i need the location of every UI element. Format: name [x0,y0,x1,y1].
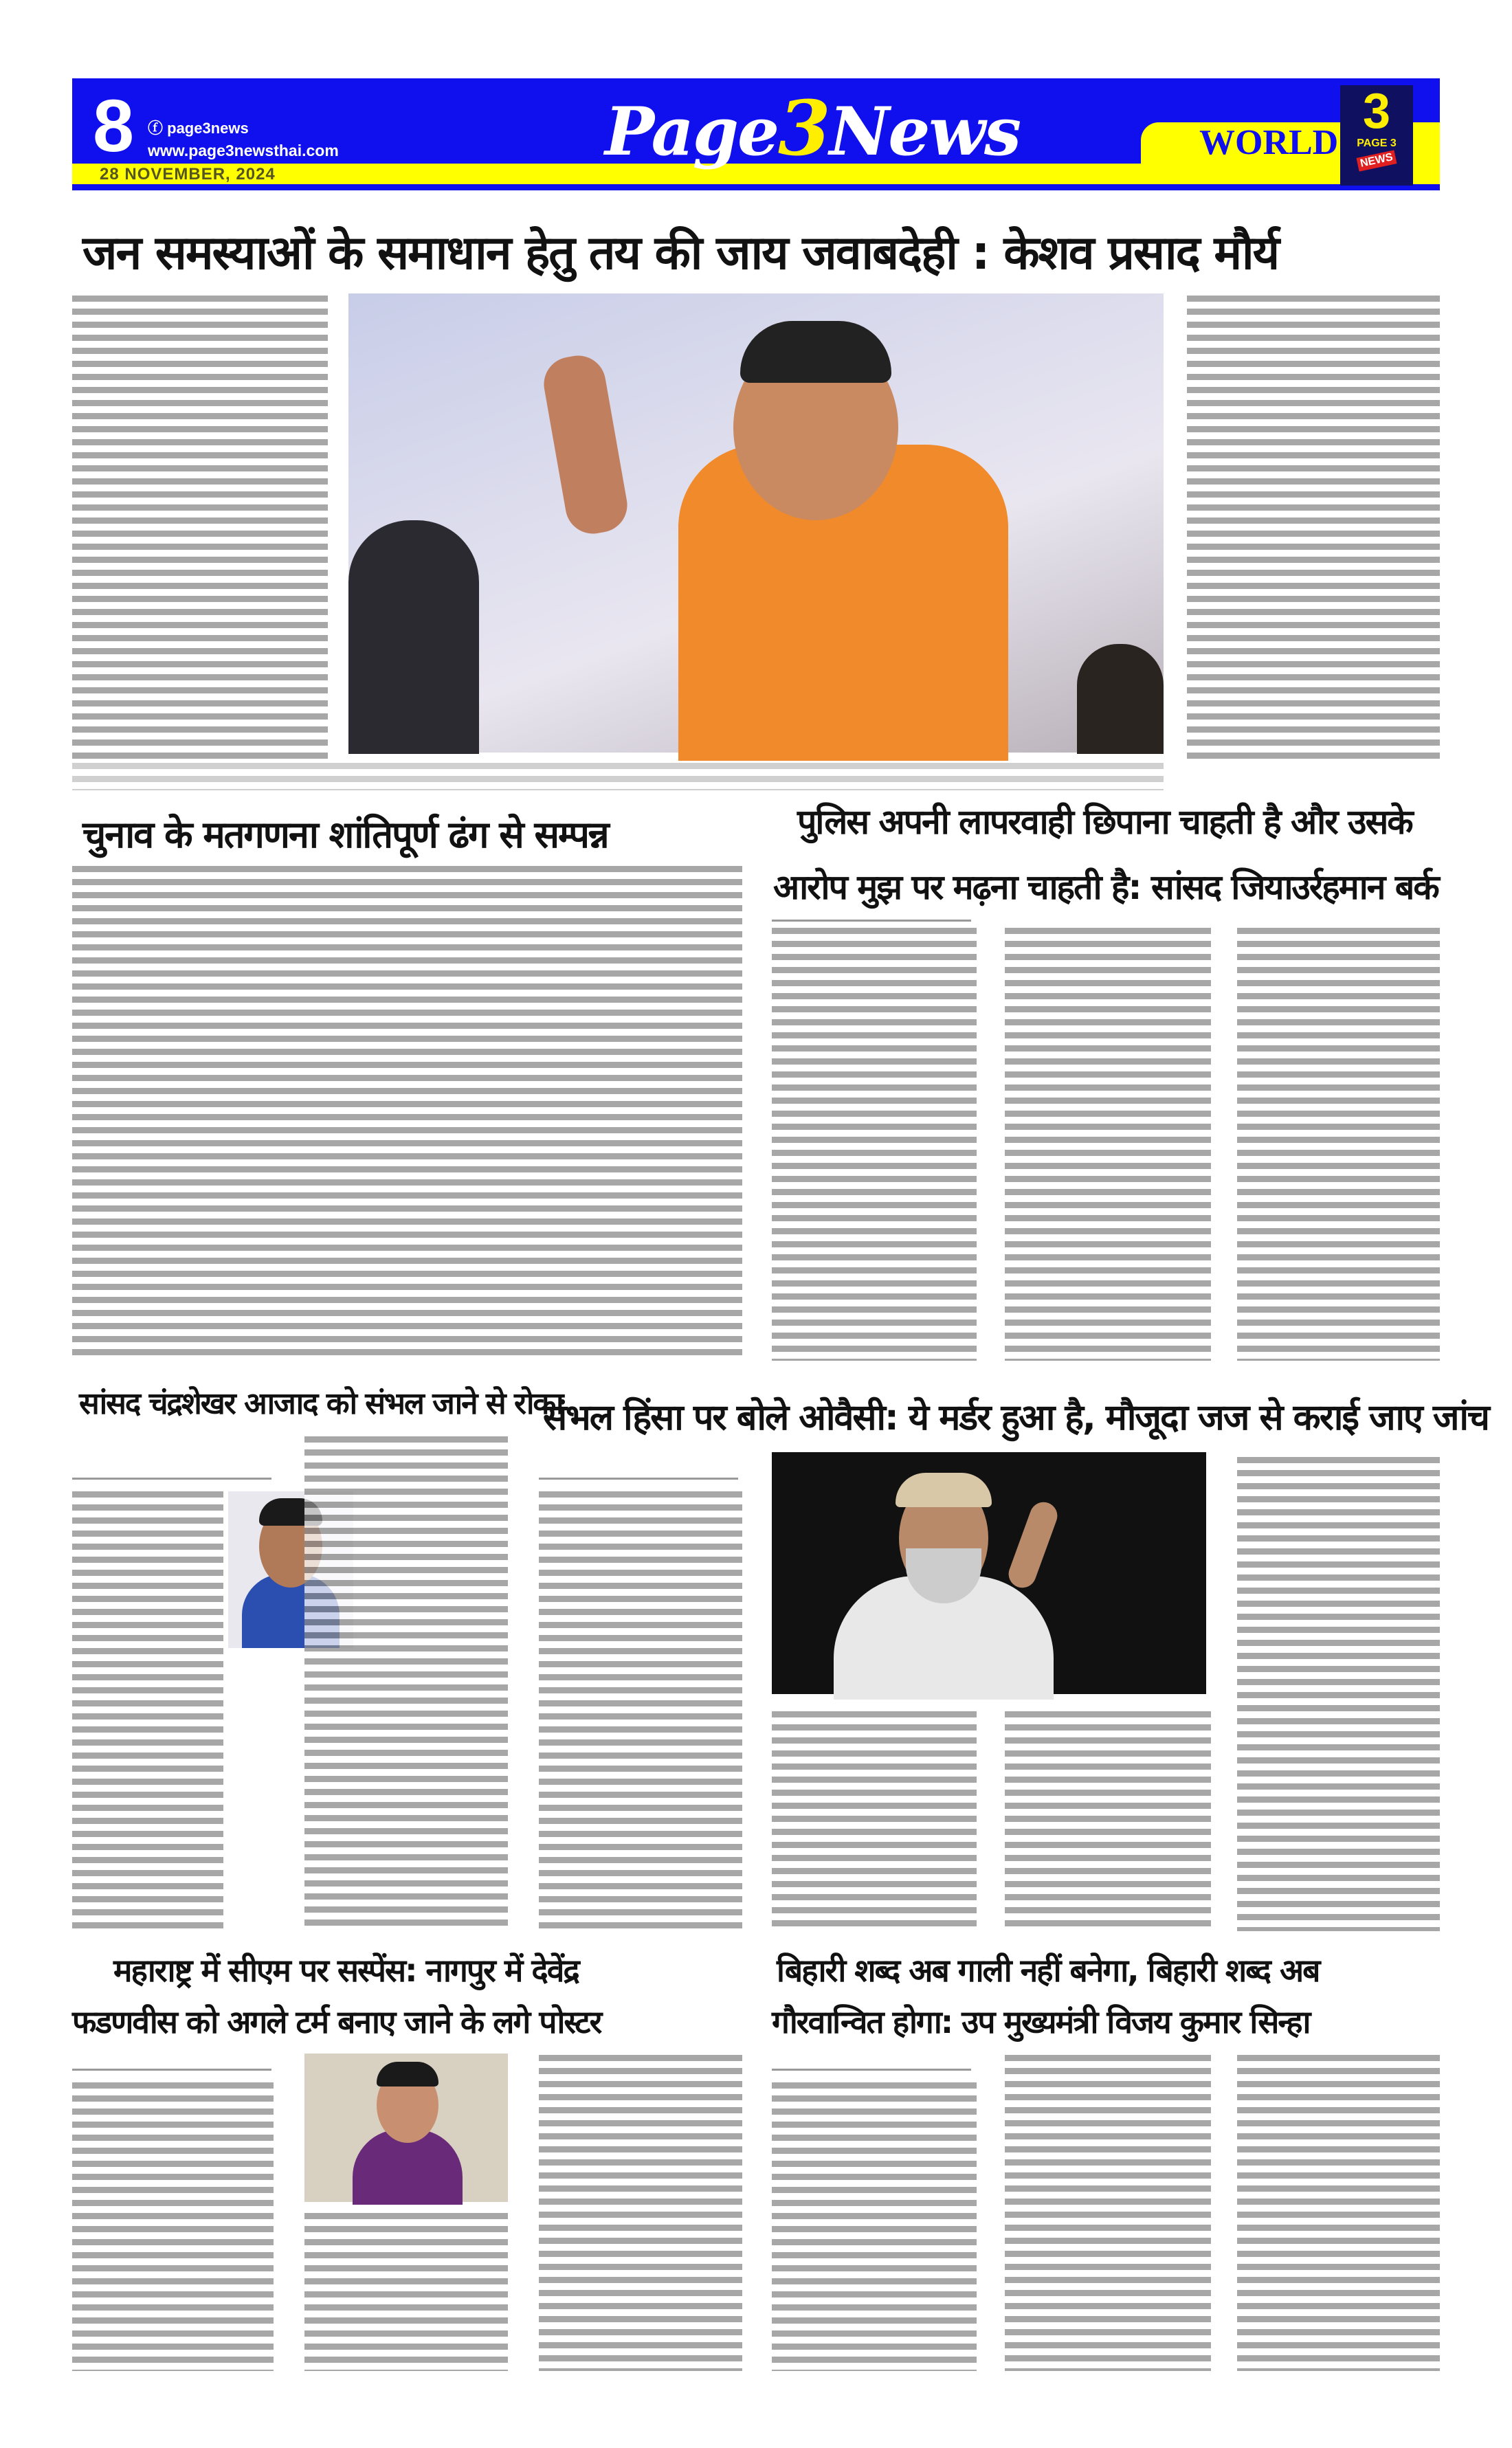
article-body [1237,928,1440,1361]
divider [72,1478,271,1480]
logo-news: NEWS [1357,150,1397,171]
section-label: WORLD [1199,123,1339,162]
logo-num: 3 [1362,84,1391,139]
headline-election-count: चुनाव के मतगणना शांतिपूर्ण ढंग से सम्पन्न [82,813,608,856]
masthead-right: News [829,93,1021,170]
article-body [72,1491,223,1931]
photo-keshav-prasad-maurya [348,293,1164,753]
headline-bihari-l2: गौरवान्वित होगा: उप मुख्यमंत्री विजय कुमार सिन्हा [772,2003,1310,2040]
photo-caption [72,763,1164,790]
divider [72,2069,271,2071]
photo-owaisi [772,1452,1206,1694]
masthead-left: Page [605,93,779,170]
headline-main: जन समस्याओं के समाधान हेतु तय की जाय जवाबदेही : केशव प्रसाद मौर्य [82,226,1279,280]
article-body [539,2055,742,2371]
article-body [1005,928,1211,1361]
headline-barq-l1: पुलिस अपनी लापरवाही छिपाना चाहती है और उसके [797,802,1412,842]
article-body [772,1711,977,1931]
logo-page: PAGE 3 [1357,137,1397,149]
article-body [1005,1711,1211,1931]
headline-owaisi: संभल हिंसा पर बोले ओवैसी: ये मर्डर हुआ है, मौजूदा जज से कराई जाए जांच [543,1397,1489,1438]
headline-chandrashekhar: सांसद चंद्रशेखर आजाद को संभल जाने से रोका [79,1386,563,1421]
website: www.page3newsthai.com [148,142,339,159]
headline-fadnavis-l1: महाराष्ट्र में सीएम पर सस्पेंस: नागपुर में देवेंद्र [113,1952,579,1989]
masthead-num: 3 [778,84,830,173]
article-body [72,296,328,763]
divider [772,920,971,922]
masthead-title [605,84,1020,173]
divider [539,1478,738,1480]
article-body [539,1491,742,1931]
issue-date: 28 NOVEMBER, 2024 [100,165,276,183]
article-body [304,2213,508,2371]
article-body [1005,2055,1211,2371]
photo-fadnavis [304,2054,508,2202]
article-body [772,2082,977,2371]
facebook-icon: ⓕ [148,120,168,137]
article-body [1237,1457,1440,1931]
article-body [304,1436,508,1931]
facebook-handle [148,117,249,138]
article-body [72,866,742,1361]
article-body [1237,2055,1440,2371]
facebook-text: page3news [167,120,249,137]
headline-barq-l2: आरोप मुझ पर मढ़ना चाहती है: सांसद जियाउर्रहमान बर्क [773,867,1438,907]
divider [772,2069,971,2071]
article-body [72,2082,274,2371]
brand-logo [1340,85,1413,186]
headline-fadnavis-l2: फडणवीस को अगले टर्म बनाए जाने के लगे पोस्टर [72,2003,601,2040]
page-number: 8 [93,84,135,167]
headline-bihari-l1: बिहारी शब्द अब गाली नहीं बनेगा, बिहारी शब्द अब [777,1952,1320,1989]
article-body [772,928,977,1361]
article-body [1187,296,1440,763]
